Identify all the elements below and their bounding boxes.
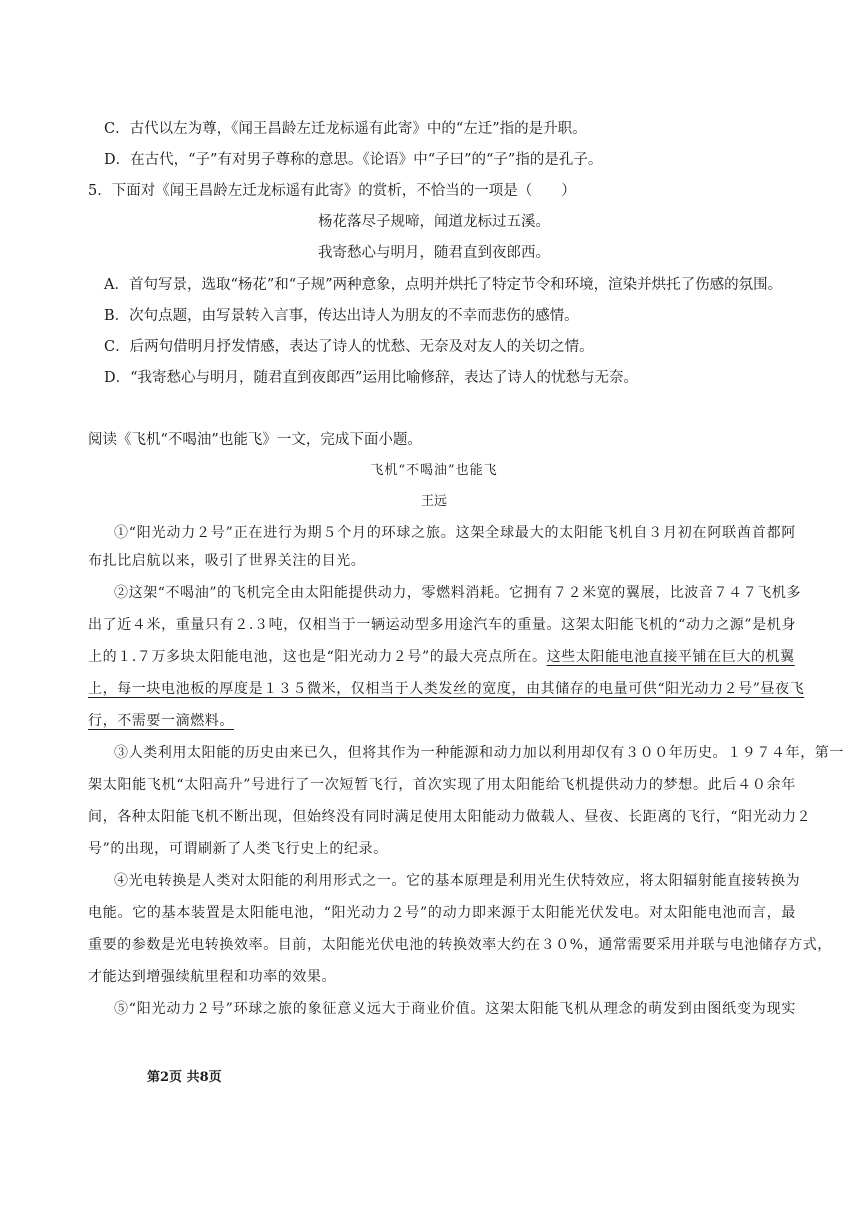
paragraph-2-line-1: ②这架“不喝油”的飞机完全由太阳能提供动力，零燃料消耗。它拥有７２米宽的翼展，比波音７４７飞机多 [114,585,802,601]
paragraph-2-underlined-start: 这些太阳能电池直接平铺在巨大的机翼 [546,649,795,665]
paragraph-4-line-1: ④光电转换是人类对太阳能的利用形式之一。它的基本原理是利用光生伏特效应，将太阳辐射能直接转换为 [114,873,801,889]
q5-option-b: B．次句点题，由写景转入言事，传达出诗人为朋友的不幸而悲伤的感情。 [104,308,579,324]
paragraph-2-line-3 [88,647,796,667]
paragraph-3-line-2: 架太阳能飞机“太阳高升”号进行了一次短暂飞行，首次实现了用太阳能给飞机提供动力的梦想。此后４０余年 [88,777,796,793]
reading-intro: 阅读《飞机“不喝油”也能飞》一文，完成下面小题。 [88,432,422,448]
paragraph-4-line-4: 才能达到增强续航里程和功率的效果。 [88,969,337,985]
q4-option-c: C．古代以左为尊，《闻王昌龄左迁龙标遥有此寄》中的“左迁”指的是升职。 [104,121,587,137]
q5-option-a: A．首句写景，选取“杨花”和“子规”两种意象，点明并烘托了特定节令和环境，渲染并烘托了伤感的氛围。 [104,277,783,293]
q5-stem: 5．下面对《闻王昌龄左迁龙标遥有此寄》的赏析，不恰当的一项是（ ） [88,183,576,199]
paragraph-3-line-1: ③人类利用太阳能的历史由来已久，但将其作为一种能源和动力加以利用却仅有３００年历史。１９７４年，第一 [114,745,844,761]
paragraph-5-line-1: ⑤“阳光动力２号”环球之旅的象征意义远大于商业价值。这架太阳能飞机从理念的萌发到由图纸变为现实 [114,1001,796,1017]
paragraph-2-line-3-plain: 上的１.７万多块太阳能电池，这也是“阳光动力２号”的最大亮点所在。 [88,649,547,665]
q4-option-d: D．在古代，“子”有对男子尊称的意思。《论语》中“子曰”的“子”指的是孔子。 [104,152,603,168]
paragraph-1-line-1: ①“阳光动力２号”正在进行为期５个月的环球之旅。这架全球最大的太阳能飞机自３月初在阿联酋首都阿 [114,525,796,541]
q5-option-c: C．后两句借明月抒发情感，表达了诗人的忧愁、无奈及对友人的关切之情。 [104,339,594,355]
article-author: 王远 [420,494,447,509]
paragraph-2-underlined-line-4: 上，每一块电池板的厚度是１３５微米，仅相当于人类发丝的宽度，由其储存的电量可供“阳光动力２号”昼夜飞 [88,681,805,697]
paragraph-4-line-2: 电能。它的基本装置是太阳能电池，“阳光动力２号”的动力即来源于太阳能光伏发电。对太阳能电池而言，最 [88,905,796,921]
poem-line-1: 杨花落尽子规啼，闻道龙标过五溪。 [318,214,550,230]
paragraph-4-line-3: 重要的参数是光电转换效率。目前，太阳能光伏电池的转换效率大约在３０%，通常需要采用并联与电池储存方式， [88,937,832,953]
q5-option-d: D．“我寄愁心与明月，随君直到夜郎西”运用比喻修辞，表达了诗人的忧愁与无奈。 [104,370,638,386]
paragraph-1-line-2: 布扎比启航以来，吸引了世界关注的目光。 [88,553,366,569]
article-title: 飞机“不喝油”也能飞 [370,463,498,478]
paragraph-2-line-2: 出了近４米，重量只有２.３吨，仅相当于一辆运动型多用途汽车的重量。这架太阳能飞机的“动力之源”是机身 [88,617,796,633]
poem-line-2: 我寄愁心与明月，随君直到夜郎西。 [318,245,550,261]
paragraph-2-underlined-line-5: 行，不需要一滴燃料。 [88,713,234,729]
paragraph-3-line-4: 号”的出现，可谓刷新了人类飞行史上的纪录。 [88,841,388,857]
paragraph-3-line-3: 间，各种太阳能飞机不断出现，但始终没有同时满足使用太阳能动力做载人、昼夜、长距离的飞行，“阳光动力２ [88,809,812,825]
page-number: 第2页 共8页 [147,1070,222,1085]
